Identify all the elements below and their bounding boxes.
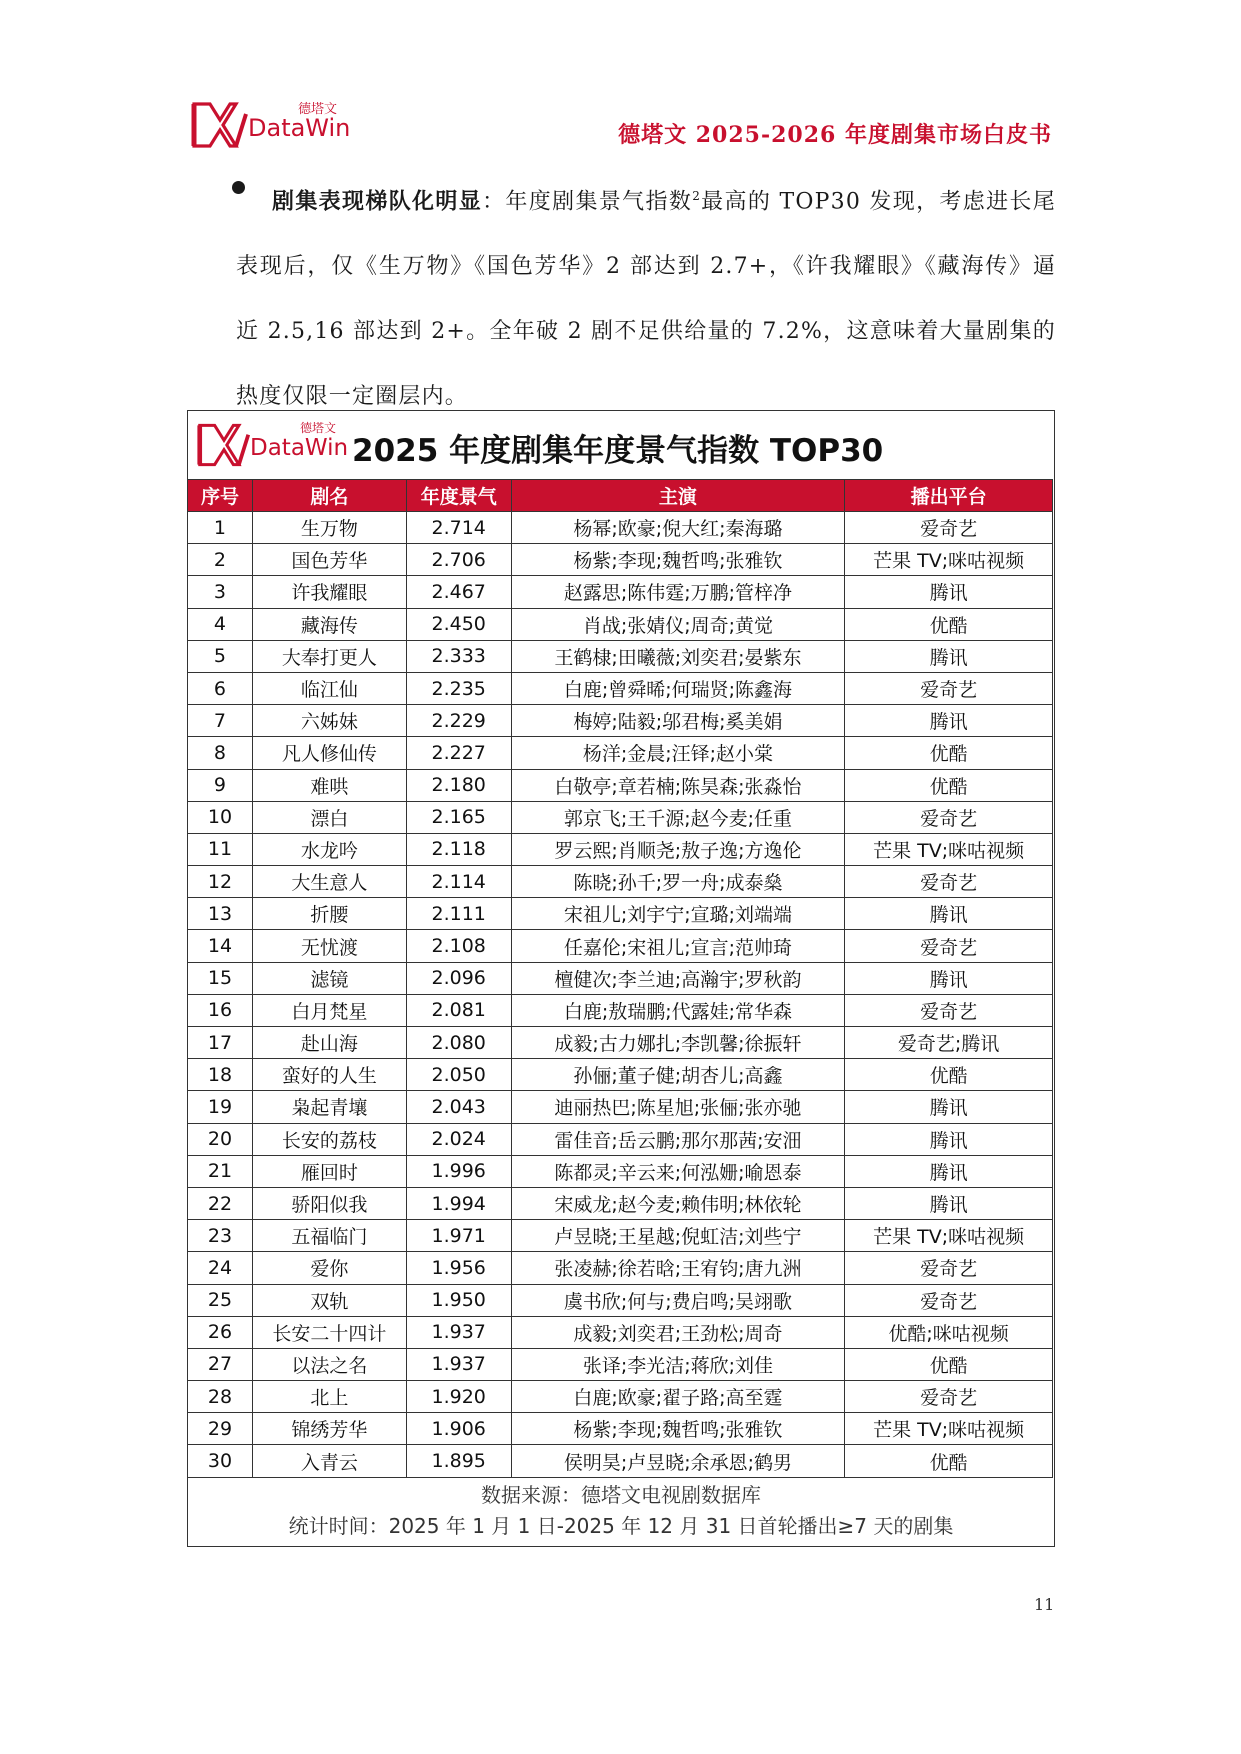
cell-cast: 郭京飞;王千源;赵今麦;任重 <box>511 801 845 833</box>
cell-platform: 爱奇艺 <box>845 672 1053 704</box>
cell-title: 无忧渡 <box>252 930 406 962</box>
cell-index: 1.950 <box>406 1284 511 1316</box>
cell-title: 双轨 <box>252 1284 406 1316</box>
cell-index: 2.111 <box>406 898 511 930</box>
cell-rank: 19 <box>188 1091 253 1123</box>
cell-title: 长安二十四计 <box>252 1316 406 1348</box>
cell-rank: 10 <box>188 801 253 833</box>
cell-title: 入青云 <box>252 1445 406 1477</box>
cell-rank: 17 <box>188 1027 253 1059</box>
cell-index: 1.895 <box>406 1445 511 1477</box>
cell-cast: 罗云熙;肖顺尧;敖子逸;方逸伦 <box>511 833 845 865</box>
cell-cast: 任嘉伦;宋祖儿;宣言;范帅琦 <box>511 930 845 962</box>
table-header-row <box>188 480 1053 512</box>
cell-rank: 23 <box>188 1220 253 1252</box>
cell-rank: 12 <box>188 866 253 898</box>
cell-title: 蛮好的人生 <box>252 1059 406 1091</box>
cell-cast: 张译;李光洁;蒋欣;刘佳 <box>511 1348 845 1380</box>
table-row <box>188 801 1053 833</box>
cell-cast: 宋威龙;赵今麦;赖伟明;林依轮 <box>511 1187 845 1219</box>
table-footer <box>188 1478 1054 1546</box>
cell-index: 2.050 <box>406 1059 511 1091</box>
intro-lead: 剧集表现梯队化明显 <box>272 188 483 215</box>
table-logo <box>196 419 356 473</box>
cell-cast: 雷佳音;岳云鹏;那尔那茜;安沺 <box>511 1123 845 1155</box>
cell-index: 2.080 <box>406 1027 511 1059</box>
table-logo-icon <box>196 419 252 471</box>
table-row <box>188 833 1053 865</box>
cell-platform: 爱奇艺;腾讯 <box>845 1027 1053 1059</box>
cell-rank: 24 <box>188 1252 253 1284</box>
cell-rank: 18 <box>188 1059 253 1091</box>
table-row <box>188 898 1053 930</box>
cell-platform: 腾讯 <box>845 962 1053 994</box>
cell-rank: 27 <box>188 1348 253 1380</box>
cell-title: 国色芳华 <box>252 544 406 576</box>
cell-platform: 优酷 <box>845 737 1053 769</box>
cell-cast: 成毅;刘奕君;王劲松;周奇 <box>511 1316 845 1348</box>
cell-index: 1.971 <box>406 1220 511 1252</box>
table-row <box>188 1252 1053 1284</box>
cell-platform: 腾讯 <box>845 576 1053 608</box>
table-row <box>188 672 1053 704</box>
cell-cast: 陈都灵;辛云来;何泓姗;喻恩泰 <box>511 1155 845 1187</box>
cell-rank: 14 <box>188 930 253 962</box>
datawin-logo <box>190 98 350 152</box>
page-number: 11 <box>1034 1595 1055 1614</box>
cell-cast: 成毅;古力娜扎;李凯馨;徐振轩 <box>511 1027 845 1059</box>
document-title: 德塔文 2025-2026 年度剧集市场白皮书 <box>618 122 1052 148</box>
table-row <box>188 705 1053 737</box>
cell-cast: 檀健次;李兰迪;高瀚宇;罗秋韵 <box>511 962 845 994</box>
col-header-title: 剧名 <box>252 480 406 512</box>
cell-title: 凡人修仙传 <box>252 737 406 769</box>
cell-cast: 卢昱晓;王星越;倪虹洁;刘些宁 <box>511 1220 845 1252</box>
cell-title: 藏海传 <box>252 608 406 640</box>
table-row <box>188 1348 1053 1380</box>
cell-index: 2.714 <box>406 512 511 544</box>
intro-text-1: ：年度剧集景气指数 <box>482 189 693 215</box>
table-logo-en: DataWin <box>250 435 349 461</box>
cell-cast: 杨幂;欧豪;倪大红;秦海璐 <box>511 512 845 544</box>
cell-platform: 爱奇艺 <box>845 930 1053 962</box>
cell-platform: 腾讯 <box>845 898 1053 930</box>
cell-title: 漂白 <box>252 801 406 833</box>
cell-rank: 5 <box>188 640 253 672</box>
intro-text-2: 最高的 TOP30 发现，考虑进长尾表现后，仅《生万物》《国色芳华》2 部达到 2.7+，《许我耀眼》《藏海传》逼近 2.5,16 部达到 2+。全年破 2 剧不足供给量的 7.2%，这意味着大量剧集的热度仅限一定圈层内。 <box>236 189 1056 410</box>
table-row <box>188 737 1053 769</box>
page-header <box>190 98 1052 152</box>
cell-index: 1.906 <box>406 1413 511 1445</box>
col-header-platform: 播出平台 <box>845 480 1053 512</box>
cell-index: 2.165 <box>406 801 511 833</box>
table-row <box>188 930 1053 962</box>
cell-platform: 腾讯 <box>845 1091 1053 1123</box>
table-row <box>188 1445 1053 1477</box>
table-row <box>188 576 1053 608</box>
cell-index: 2.180 <box>406 769 511 801</box>
cell-cast: 白鹿;欧豪;翟子路;高至霆 <box>511 1381 845 1413</box>
cell-title: 生万物 <box>252 512 406 544</box>
cell-platform: 优酷 <box>845 1059 1053 1091</box>
cell-index: 2.043 <box>406 1091 511 1123</box>
cell-index: 1.996 <box>406 1155 511 1187</box>
cell-rank: 21 <box>188 1155 253 1187</box>
cell-title: 难哄 <box>252 769 406 801</box>
col-header-index: 年度景气 <box>406 480 511 512</box>
cell-platform: 腾讯 <box>845 640 1053 672</box>
cell-platform: 芒果 TV;咪咕视频 <box>845 1220 1053 1252</box>
cell-platform: 腾讯 <box>845 1123 1053 1155</box>
cell-index: 2.706 <box>406 544 511 576</box>
cell-index: 2.114 <box>406 866 511 898</box>
cell-title: 雁回时 <box>252 1155 406 1187</box>
cell-title: 大奉打更人 <box>252 640 406 672</box>
cell-index: 2.096 <box>406 962 511 994</box>
cell-index: 1.937 <box>406 1348 511 1380</box>
table-row <box>188 1155 1053 1187</box>
cell-index: 2.235 <box>406 672 511 704</box>
table-row <box>188 1123 1053 1155</box>
cell-cast: 杨紫;李现;魏哲鸣;张雅钦 <box>511 1413 845 1445</box>
cell-title: 六姊妹 <box>252 705 406 737</box>
cell-title: 临江仙 <box>252 672 406 704</box>
table-row <box>188 1027 1053 1059</box>
datawin-logo-icon <box>190 98 250 152</box>
cell-cast: 杨洋;金晨;汪铎;赵小棠 <box>511 737 845 769</box>
cell-platform: 爱奇艺 <box>845 1284 1053 1316</box>
ranking-table <box>187 479 1053 1478</box>
data-period: 统计时间：2025 年 1 月 1 日-2025 年 12 月 31 日首轮播出≥7 天的剧集 <box>288 1513 954 1538</box>
cell-cast: 梅婷;陆毅;邬君梅;奚美娟 <box>511 705 845 737</box>
cell-rank: 22 <box>188 1187 253 1219</box>
cell-platform: 爱奇艺 <box>845 512 1053 544</box>
table-row <box>188 1413 1053 1445</box>
cell-platform: 优酷 <box>845 769 1053 801</box>
cell-platform: 爱奇艺 <box>845 801 1053 833</box>
table-body <box>188 512 1053 1478</box>
cell-cast: 侯明昊;卢昱晓;余承恩;鹤男 <box>511 1445 845 1477</box>
cell-platform: 优酷 <box>845 1445 1053 1477</box>
cell-cast: 肖战;张婧仪;周奇;黄觉 <box>511 608 845 640</box>
cell-title: 折腰 <box>252 898 406 930</box>
cell-platform: 优酷 <box>845 608 1053 640</box>
table-row <box>188 769 1053 801</box>
table-title: 2025 年度剧集年度景气指数 TOP30 <box>352 433 884 469</box>
cell-platform: 优酷;咪咕视频 <box>845 1316 1053 1348</box>
cell-index: 2.467 <box>406 576 511 608</box>
logo-cn: 德塔文 <box>298 102 338 117</box>
cell-title: 白月梵星 <box>252 994 406 1026</box>
cell-title: 以法之名 <box>252 1348 406 1380</box>
cell-rank: 15 <box>188 962 253 994</box>
cell-cast: 孙俪;董子健;胡杏儿;高鑫 <box>511 1059 845 1091</box>
table-row <box>188 640 1053 672</box>
cell-cast: 张凌赫;徐若晗;王宥钧;唐九洲 <box>511 1252 845 1284</box>
cell-cast: 白敬亭;章若楠;陈昊森;张淼怡 <box>511 769 845 801</box>
cell-rank: 20 <box>188 1123 253 1155</box>
cell-title: 滤镜 <box>252 962 406 994</box>
cell-title: 爱你 <box>252 1252 406 1284</box>
cell-title: 许我耀眼 <box>252 576 406 608</box>
ranking-table-box <box>187 410 1055 1547</box>
cell-title: 枭起青壤 <box>252 1091 406 1123</box>
cell-rank: 13 <box>188 898 253 930</box>
cell-platform: 爱奇艺 <box>845 1252 1053 1284</box>
cell-rank: 8 <box>188 737 253 769</box>
table-row <box>188 1059 1053 1091</box>
cell-title: 五福临门 <box>252 1220 406 1252</box>
cell-cast: 赵露思;陈伟霆;万鹏;管梓净 <box>511 576 845 608</box>
cell-rank: 1 <box>188 512 253 544</box>
cell-cast: 陈晓;孙千;罗一舟;成泰燊 <box>511 866 845 898</box>
table-row <box>188 1220 1053 1252</box>
table-logo-cn: 德塔文 <box>300 421 337 435</box>
cell-rank: 25 <box>188 1284 253 1316</box>
table-row <box>188 1381 1053 1413</box>
cell-platform: 优酷 <box>845 1348 1053 1380</box>
cell-rank: 28 <box>188 1381 253 1413</box>
cell-title: 北上 <box>252 1381 406 1413</box>
cell-index: 2.024 <box>406 1123 511 1155</box>
cell-rank: 16 <box>188 994 253 1026</box>
cell-index: 2.333 <box>406 640 511 672</box>
cell-title: 骄阳似我 <box>252 1187 406 1219</box>
cell-rank: 7 <box>188 705 253 737</box>
cell-cast: 白鹿;曾舜晞;何瑞贤;陈鑫海 <box>511 672 845 704</box>
cell-index: 1.994 <box>406 1187 511 1219</box>
col-header-cast: 主演 <box>511 480 845 512</box>
cell-platform: 芒果 TV;咪咕视频 <box>845 544 1053 576</box>
table-row <box>188 1187 1053 1219</box>
cell-title: 大生意人 <box>252 866 406 898</box>
data-source: 数据来源：德塔文电视剧数据库 <box>481 1482 761 1507</box>
cell-platform: 爱奇艺 <box>845 994 1053 1026</box>
cell-cast: 白鹿;敖瑞鹏;代露娃;常华森 <box>511 994 845 1026</box>
cell-index: 1.956 <box>406 1252 511 1284</box>
table-banner <box>188 411 1054 479</box>
table-row <box>188 1091 1053 1123</box>
cell-platform: 爱奇艺 <box>845 866 1053 898</box>
footnote-ref: 2 <box>692 189 702 203</box>
col-header-rank: 序号 <box>188 480 253 512</box>
cell-title: 锦绣芳华 <box>252 1413 406 1445</box>
cell-rank: 29 <box>188 1413 253 1445</box>
cell-rank: 6 <box>188 672 253 704</box>
table-row <box>188 608 1053 640</box>
cell-index: 1.937 <box>406 1316 511 1348</box>
logo-en: DataWin <box>248 114 351 142</box>
table-row <box>188 866 1053 898</box>
cell-cast: 王鹤棣;田曦薇;刘奕君;晏紫东 <box>511 640 845 672</box>
cell-title: 赴山海 <box>252 1027 406 1059</box>
table-row <box>188 544 1053 576</box>
intro-paragraph <box>236 164 1056 429</box>
cell-rank: 9 <box>188 769 253 801</box>
cell-rank: 30 <box>188 1445 253 1477</box>
table-row <box>188 1316 1053 1348</box>
cell-platform: 腾讯 <box>845 1155 1053 1187</box>
table-row <box>188 1284 1053 1316</box>
cell-platform: 芒果 TV;咪咕视频 <box>845 1413 1053 1445</box>
cell-index: 2.227 <box>406 737 511 769</box>
cell-index: 1.920 <box>406 1381 511 1413</box>
cell-platform: 芒果 TV;咪咕视频 <box>845 833 1053 865</box>
cell-index: 2.081 <box>406 994 511 1026</box>
cell-cast: 迪丽热巴;陈星旭;张俪;张亦驰 <box>511 1091 845 1123</box>
cell-platform: 爱奇艺 <box>845 1381 1053 1413</box>
cell-rank: 4 <box>188 608 253 640</box>
cell-index: 2.450 <box>406 608 511 640</box>
cell-index: 2.229 <box>406 705 511 737</box>
table-row <box>188 962 1053 994</box>
cell-cast: 杨紫;李现;魏哲鸣;张雅钦 <box>511 544 845 576</box>
cell-platform: 腾讯 <box>845 705 1053 737</box>
cell-rank: 26 <box>188 1316 253 1348</box>
cell-title: 长安的荔枝 <box>252 1123 406 1155</box>
cell-index: 2.118 <box>406 833 511 865</box>
cell-rank: 11 <box>188 833 253 865</box>
cell-index: 2.108 <box>406 930 511 962</box>
cell-cast: 虞书欣;何与;费启鸣;吴翊歌 <box>511 1284 845 1316</box>
table-row <box>188 994 1053 1026</box>
table-row <box>188 512 1053 544</box>
cell-platform: 腾讯 <box>845 1187 1053 1219</box>
cell-cast: 宋祖儿;刘宇宁;宣璐;刘端端 <box>511 898 845 930</box>
cell-rank: 3 <box>188 576 253 608</box>
cell-title: 水龙吟 <box>252 833 406 865</box>
cell-rank: 2 <box>188 544 253 576</box>
